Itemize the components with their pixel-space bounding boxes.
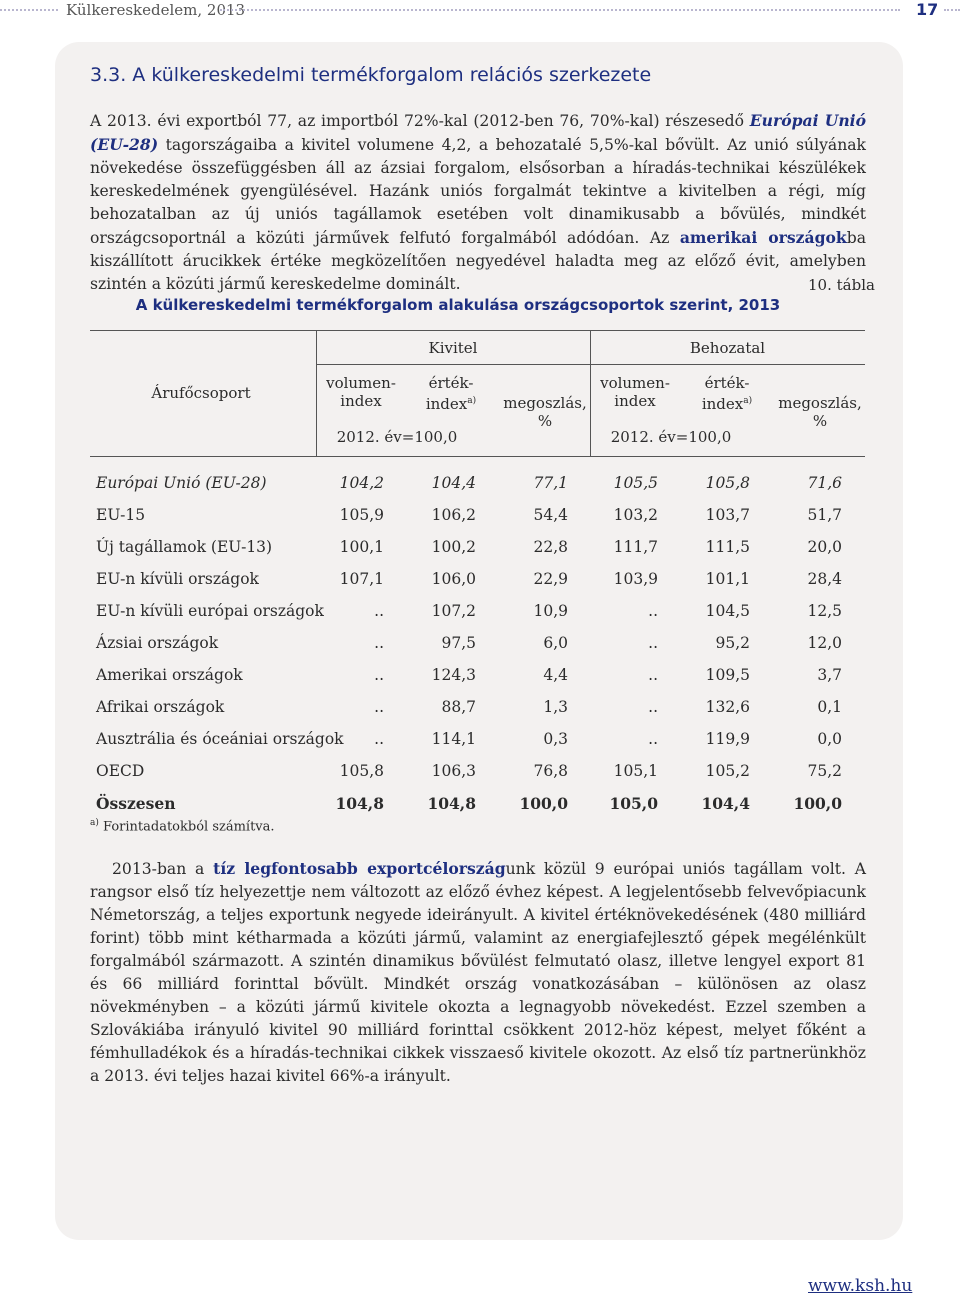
table-header-bottom-rule [90, 456, 865, 457]
row-label: EU-n kívüli országok [96, 570, 259, 588]
cell-import-share: 3,7 [817, 666, 842, 684]
table-row [96, 474, 846, 496]
row-label: Ázsiai országok [96, 634, 219, 652]
cell-export-value: 107,2 [431, 602, 476, 620]
cell-export-volume: 105,9 [339, 506, 384, 524]
body-text-1: 2013-ban a [112, 860, 214, 878]
row-label: Ausztrália és óceániai országok [96, 730, 344, 748]
cell-export-value: 88,7 [441, 698, 476, 716]
page-header [0, 0, 960, 28]
cell-import-volume: 103,2 [613, 506, 658, 524]
table-number: 10. tábla [808, 276, 875, 294]
row-label: EU-n kívüli európai országok [96, 602, 324, 620]
import-share-header: megoszlás, % [778, 394, 862, 430]
table-row-total [96, 794, 846, 816]
cell-import-value: 95,2 [715, 634, 750, 652]
cell-import-value: 105,2 [705, 762, 750, 780]
export-value-index-header: érték- index$^{a)}$ [425, 374, 477, 413]
cell-export-share: 6,0 [543, 634, 568, 652]
import-volume-index-header: volumen- index [600, 374, 670, 410]
cell-export-value: 124,3 [431, 666, 476, 684]
header-dotted-rule-middle [220, 9, 900, 11]
table-row [96, 506, 846, 528]
cell-export-share: 100,0 [519, 794, 568, 813]
row-label: OECD [96, 762, 145, 780]
footnote-mark: a) [90, 818, 99, 828]
table-footnote [90, 818, 275, 834]
cell-export-volume: .. [374, 698, 384, 716]
cell-import-volume: 105,1 [613, 762, 658, 780]
cell-import-value: 104,4 [701, 794, 750, 813]
cell-import-volume: .. [648, 602, 658, 620]
cell-export-volume: 100,1 [339, 538, 384, 556]
cell-import-value: 119,9 [705, 730, 750, 748]
cell-export-value: 106,3 [431, 762, 476, 780]
cell-import-volume: .. [648, 730, 658, 748]
cell-import-share: 0,0 [817, 730, 842, 748]
table-row [96, 698, 846, 720]
cell-import-value: 105,8 [705, 474, 750, 492]
export-volume-index-header: volumen- index [326, 374, 396, 410]
cell-export-share: 54,4 [533, 506, 568, 524]
cell-import-volume: 111,7 [613, 538, 658, 556]
export-header: Kivitel [428, 339, 478, 357]
cell-import-volume: 105,0 [609, 794, 658, 813]
intro-paragraph [90, 109, 866, 296]
america-highlight: amerikai országok [679, 228, 847, 247]
cell-export-value: 97,5 [441, 634, 476, 652]
cell-import-share: 20,0 [807, 538, 842, 556]
cell-import-value: 109,5 [705, 666, 750, 684]
row-label: Összesen [96, 794, 176, 813]
cell-export-value: 100,2 [431, 538, 476, 556]
row-label: EU-15 [96, 506, 146, 524]
table-row [96, 602, 846, 624]
cell-import-share: 12,5 [807, 602, 842, 620]
cell-import-volume: .. [648, 634, 658, 652]
table-row [96, 666, 846, 688]
cell-export-volume: 105,8 [339, 762, 384, 780]
cell-export-value: 114,1 [431, 730, 476, 748]
cell-export-share: 1,3 [543, 698, 568, 716]
cell-export-share: 22,8 [533, 538, 568, 556]
cell-import-share: 100,0 [793, 794, 842, 813]
cell-import-value: 103,7 [705, 506, 750, 524]
cell-import-share: 75,2 [807, 762, 842, 780]
cell-import-share: 0,1 [817, 698, 842, 716]
export-base-year: 2012. év=100,0 [336, 428, 458, 446]
cell-import-value: 132,6 [705, 698, 750, 716]
row-label: Európai Unió (EU-28) [96, 474, 267, 492]
row-label: Új tagállamok (EU-13) [96, 538, 273, 556]
cell-export-volume: .. [374, 666, 384, 684]
cell-export-share: 0,3 [543, 730, 568, 748]
cell-export-volume: 104,8 [335, 794, 384, 813]
top-ten-highlight: tíz legfontosabb exportcélország [213, 859, 506, 878]
table-row [96, 570, 846, 592]
cell-export-share: 4,4 [543, 666, 568, 684]
cell-import-volume: .. [648, 666, 658, 684]
cell-import-share: 12,0 [807, 634, 842, 652]
cell-export-value: 106,2 [431, 506, 476, 524]
intro-text-3: ba kiszállított árucikkek értéke megközelítően negyedével haladta meg az előző évit, amelyben szintén a közúti jármű kereskedelme dominált. [90, 229, 866, 293]
eu-highlight: Európai Unió (EU-28) [90, 111, 866, 154]
table-row [96, 730, 846, 752]
cell-import-value: 101,1 [705, 570, 750, 588]
cell-import-volume: .. [648, 698, 658, 716]
cell-export-share: 77,1 [533, 474, 568, 492]
table-title: A külkereskedelmi termékforgalom alakulása országcsoportok szerint, 2013 [135, 296, 781, 314]
cell-import-share: 71,6 [807, 474, 842, 492]
group-column-header: Árufőcsoport [151, 384, 251, 402]
section-title: 3.3. A külkereskedelmi termékforgalom relációs szerkezete [90, 64, 652, 86]
cell-export-value: 106,0 [431, 570, 476, 588]
cell-import-share: 51,7 [807, 506, 842, 524]
page-number: 17 [916, 0, 939, 19]
row-label: Amerikai országok [96, 666, 243, 684]
header-title: Külkereskedelem, 2013 [66, 1, 246, 19]
import-header: Behozatal [689, 339, 766, 357]
cell-import-value: 104,5 [705, 602, 750, 620]
body-text-2: unk közül 9 európai uniós tagállam volt. A rangsor első tíz helyezettje nem változott az előző évhez képest. A legjelentősebb felvevőpiacunk Németország, a teljes exportunk negyede ideirányult. A kivitel értéknövekedésének (480 milliárd forint) több mint kétharmada a közúti jármű, valamint az energiafejlesztő gépek megélénkült forgalmából származott. A szintén dinamikus bővülést felmutató olasz, illetve lengyel export 81 és 66 milliárd forinttal bővült. Mindkét ország vonatkozásában – különösen az olasz növekményben – a közúti jármű kivitele okozta a legnagyobb növekedést. Ezzel szemben a Szlovákiába irányuló kivitel 90 milliárd forinttal csökkent 2012-höz képest, melyet főként a fémhulladékok és a híradás-technikai cikkek visszaeső kivitele okozott. Az első tíz partnerünkhöz a 2013. évi teljes hazai kivitel 66%-a irányult. [90, 860, 866, 1085]
cell-export-volume: .. [374, 634, 384, 652]
body-paragraph [90, 857, 866, 1088]
cell-import-value: 111,5 [705, 538, 750, 556]
cell-import-volume: 103,9 [613, 570, 658, 588]
table-row [96, 762, 846, 784]
cell-import-volume: 105,5 [613, 474, 658, 492]
header-dotted-rule-right [944, 9, 960, 11]
import-base-year: 2012. év=100,0 [610, 428, 732, 446]
cell-export-share: 10,9 [533, 602, 568, 620]
intro-text-1: A 2013. évi exportból 77, az importból 72%-kal (2012-ben 76, 70%-kal) részesedő [90, 112, 750, 130]
import-value-index-header: érték- index$^{a)}$ [701, 374, 753, 413]
cell-export-volume: .. [374, 730, 384, 748]
cell-export-volume: .. [374, 602, 384, 620]
ksh-website-link[interactable]: www.ksh.hu [808, 1276, 913, 1296]
cell-export-value: 104,8 [427, 794, 476, 813]
cell-export-volume: 104,2 [339, 474, 384, 492]
cell-export-volume: 107,1 [339, 570, 384, 588]
table-row [96, 634, 846, 656]
cell-export-share: 76,8 [533, 762, 568, 780]
footnote-text: Forintadatokból számítva. [98, 819, 275, 835]
table-top-rule [90, 330, 865, 331]
export-share-header: megoszlás, % [503, 394, 587, 430]
row-label: Afrikai országok [96, 698, 225, 716]
cell-export-share: 22,9 [533, 570, 568, 588]
cell-export-value: 104,4 [431, 474, 476, 492]
table-row [96, 538, 846, 560]
cell-import-share: 28,4 [807, 570, 842, 588]
header-dotted-rule-left [0, 9, 58, 11]
intro-text-2: tagországaiba a kivitel volumene 4,2, a behozatalé 5,5%-kal bővült. Az unió súlyának növekedése összefüggésben áll az ázsiai forgalom, elsősorban a híradás-technikai készülékek kereskedelmének gyengülésével. Hazánk uniós forgalmát tekintve a kivitelben a régi, míg behozatalban az új uniós tagállamok esetében volt dinamikusabb a bővülés, mindkét országcsoportnál a közúti járművek felfutó forgalmából adódóan. Az [90, 136, 866, 247]
